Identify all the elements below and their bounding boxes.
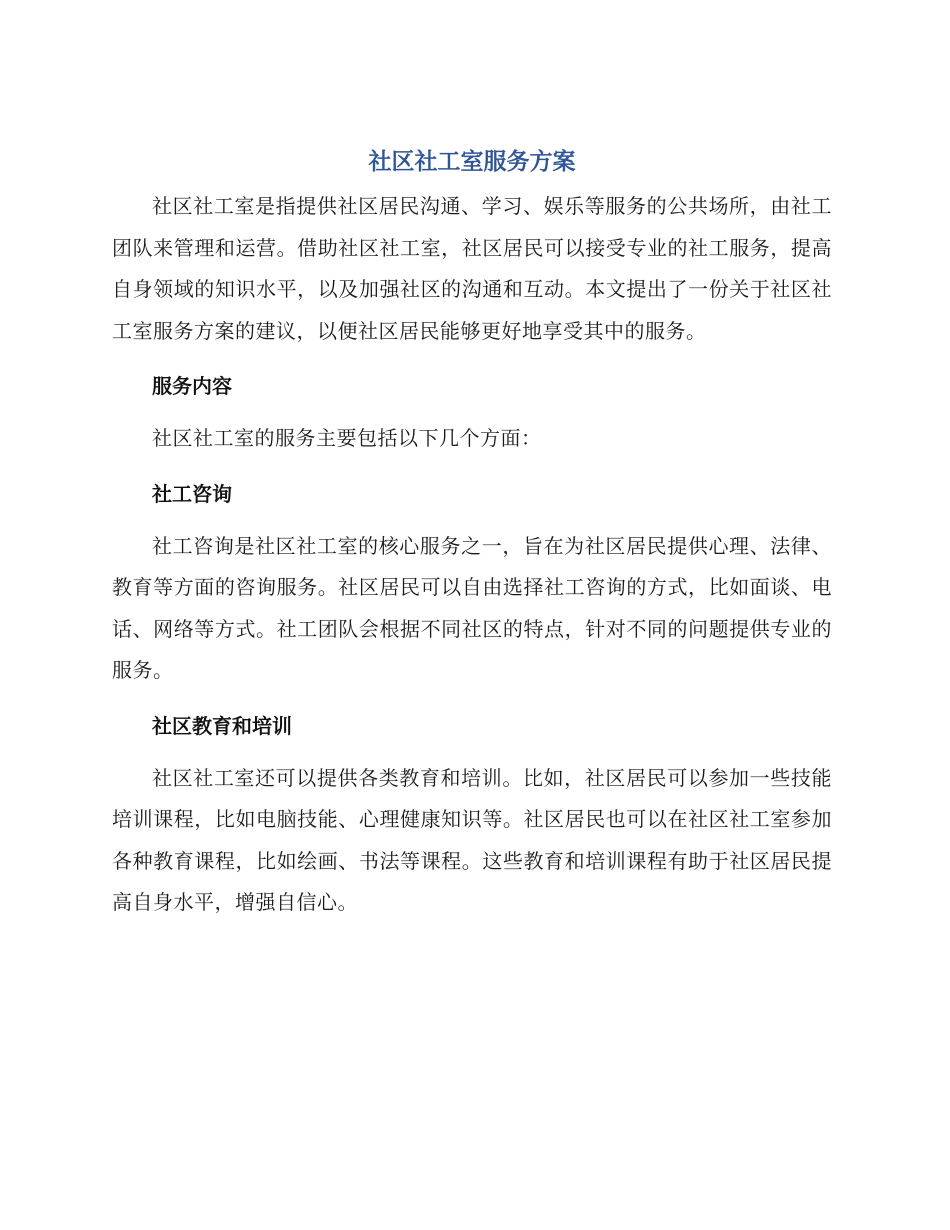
intro-paragraph: 社区社工室是指提供社区居民沟通、学习、娱乐等服务的公共场所，由社工团队来管理和运营。借助社区社工室，社区居民可以接受专业的社工服务，提高自身领域的知识水平，以及加强社区的沟通和互动。本文提出了一份关于社区社工室服务方案的建议，以便社区居民能够更好地享受其中的服务。 <box>112 194 832 343</box>
document-body <box>112 140 832 924</box>
education-paragraph: 社区社工室还可以提供各类教育和培训。比如，社区居民可以参加一些技能培训课程，比如电脑技能、心理健康知识等。社区居民也可以在社区社工室参加各种教育课程，比如绘画、书法等课程。这些教育和培训课程有助于社区居民提高自身水平，增强自信心。 <box>112 765 832 914</box>
section-heading-consult: 社工咨询 <box>152 481 232 506</box>
section-heading-service: 服务内容 <box>152 374 232 398</box>
consult-paragraph: 社工咨询是社区社工室的核心服务之一，旨在为社区居民提供心理、法律、教育等方面的咨询服务。社区居民可以自由选择社工咨询的方式，比如面谈、电话、网络等方式。社工团队会根据不同社区的特点，针对不同的问题提供专业的服务。 <box>112 533 832 682</box>
service-paragraph: 社区社工室的服务主要包括以下几个方面： <box>152 426 542 450</box>
section-heading-education: 社区教育和培训 <box>152 713 292 738</box>
document-title: 社区社工室服务方案 <box>368 149 576 175</box>
